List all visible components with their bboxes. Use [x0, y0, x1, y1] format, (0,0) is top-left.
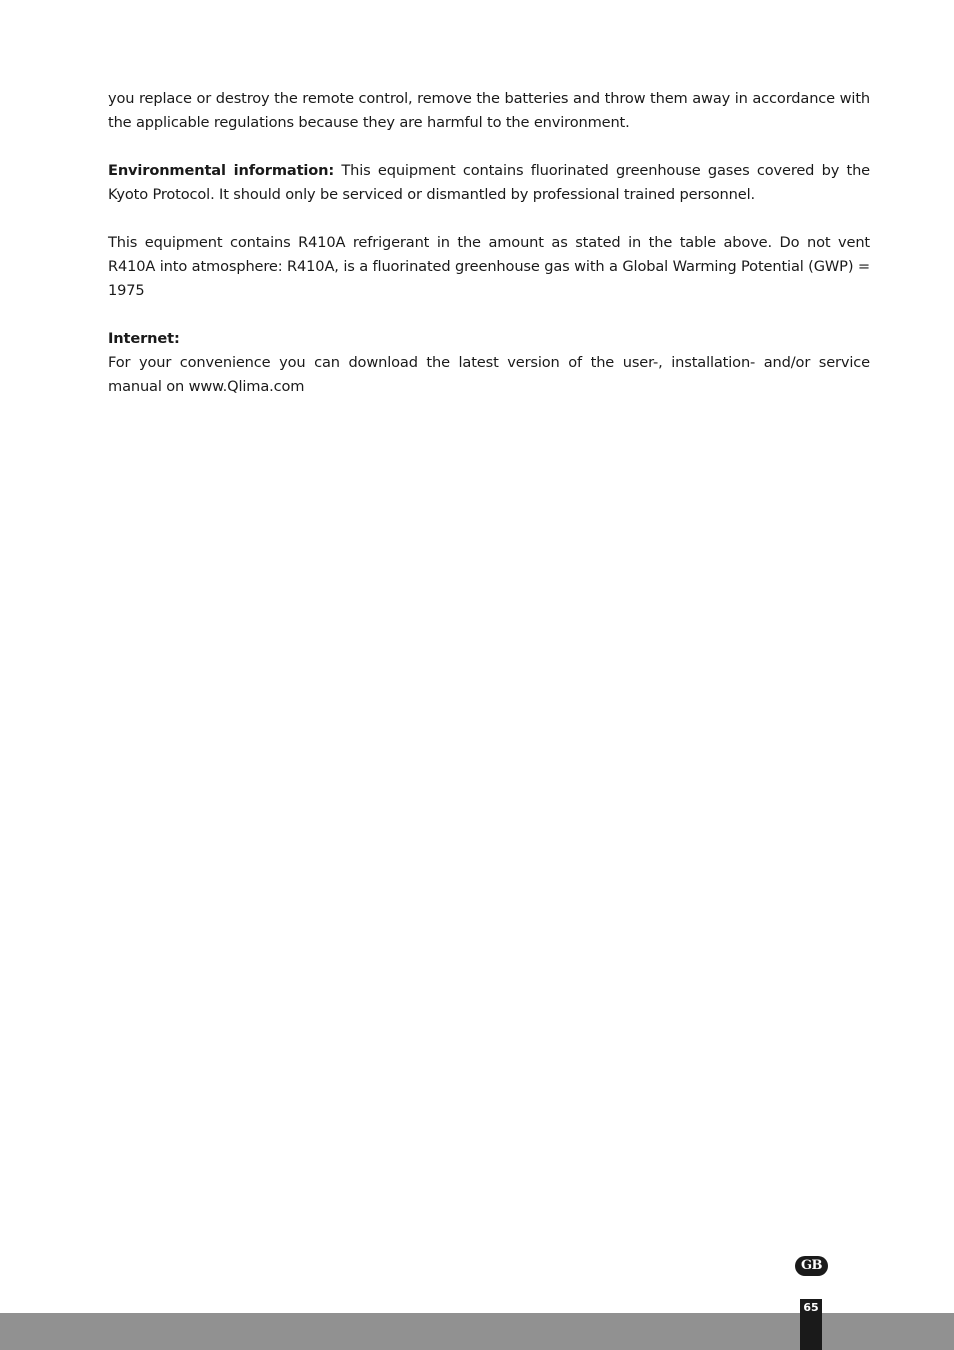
environmental-information-label: Environmental information:: [108, 162, 335, 179]
refrigerant-paragraph: This equipment contains R410A refrigerant in the amount as stated in the table above. Do not vent R410A into atmosphere: R410A, is a fluorinated greenhouse gas with a Global Warming Potential (GWP) = 1975: [108, 234, 870, 299]
page-number: 65: [803, 1301, 819, 1314]
internet-label: Internet:: [108, 330, 180, 347]
page-content: [108, 87, 870, 423]
language-badge: GB: [795, 1256, 828, 1276]
internet-text: For your convenience you can download the latest version of the user-, installation- and/or service manual on www.Qlima.com: [108, 354, 870, 395]
internet-paragraph: [108, 327, 870, 399]
environmental-information-text: This equipment contains fluorinated greenhouse gases covered by the Kyoto Protocol. It should only be serviced or dismantled by professional trained personnel.: [108, 162, 870, 203]
battery-disposal-paragraph: you replace or destroy the remote control, remove the batteries and throw them away in accordance with the applicable regulations because they are harmful to the environment.: [108, 90, 870, 131]
page-number-tab: [800, 1299, 822, 1350]
environmental-information-paragraph: [108, 159, 870, 207]
